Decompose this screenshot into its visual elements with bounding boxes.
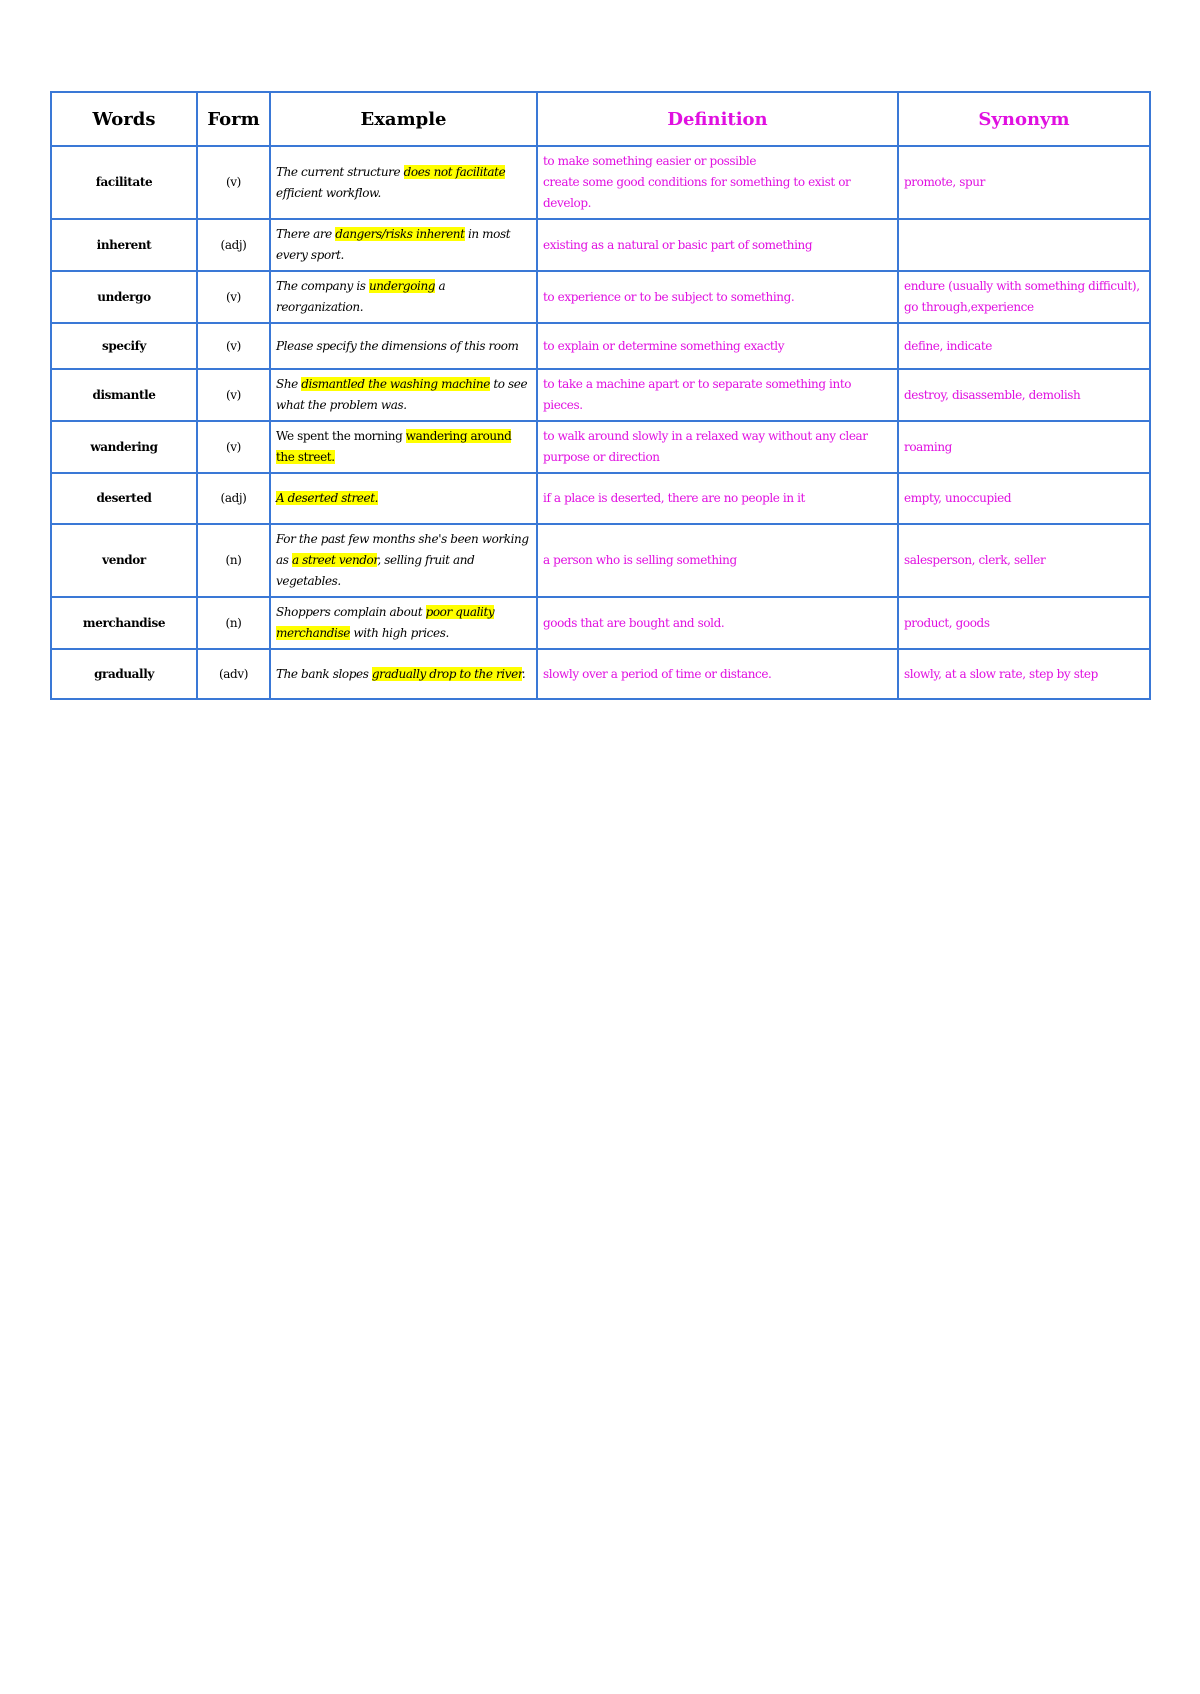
example-highlight: gradually drop to the river [371,666,522,681]
synonym-cell: roaming [898,421,1150,473]
example-cell [270,271,537,323]
table-row [51,271,1150,323]
form-cell: (adj) [197,473,270,524]
definition-line: to experience or to be subject to something. [543,289,795,304]
header-synonym: Synonym [898,92,1150,146]
header-definition: Definition [537,92,898,146]
example-text-before: We spent the morning [276,429,406,443]
table-row [51,369,1150,421]
definition-cell [537,323,898,369]
example-cell [270,369,537,421]
example-cell [270,146,537,219]
example-cell [270,473,537,524]
word-cell: inherent [51,219,197,271]
document-page [50,91,1149,700]
definition-line: create some good conditions for something to exist or develop. [543,175,851,210]
definition-cell [537,473,898,524]
header-row [51,92,1150,146]
form-cell: (n) [197,597,270,649]
example-text-before: She [276,377,302,391]
example-highlight: dangers/risks inherent [335,227,465,241]
definition-line: goods that are bought and sold. [543,615,725,630]
example-cell [270,323,537,369]
form-cell: (v) [197,323,270,369]
word-cell: gradually [51,649,197,699]
definition-line: to take a machine apart or to separate something into pieces. [543,377,852,412]
example-text-before: The current structure [276,164,404,179]
synonym-cell: define, indicate [898,323,1150,369]
definition-line: to explain or determine something exactly [543,338,785,353]
word-cell: wandering [51,421,197,473]
synonym-cell: product, goods [898,597,1150,649]
form-cell: (v) [197,146,270,219]
table-row [51,323,1150,369]
word-cell: deserted [51,473,197,524]
word-cell: specify [51,323,197,369]
example-highlight: does not facilitate [403,164,506,179]
definition-cell [537,146,898,219]
form-cell: (adj) [197,219,270,271]
header-form: Form [197,92,270,146]
synonym-cell: destroy, disassemble, demolish [898,369,1150,421]
definition-line: if a place is deserted, there are no people in it [543,491,805,505]
table-row [51,473,1150,524]
example-cell [270,597,537,649]
definition-line: slowly over a period of time or distance. [543,666,772,681]
example-text-before: For the past few months she's been working as [276,532,529,567]
word-cell: facilitate [51,146,197,219]
definition-cell [537,219,898,271]
synonym-cell: salesperson, clerk, seller [898,524,1150,597]
definition-cell [537,421,898,473]
word-cell: undergo [51,271,197,323]
example-text-after: , selling fruit and vegetables. [276,553,475,588]
synonym-cell: promote, spur [898,146,1150,219]
definition-line: a person who is selling something [543,553,737,567]
synonym-cell [898,219,1150,271]
example-highlight: poor quality merchandise [276,605,495,640]
example-text-after: with high prices. [349,626,449,640]
example-text-after: to see what the problem was. [276,377,528,412]
table-row [51,649,1150,699]
table-row [51,524,1150,597]
form-cell: (adv) [197,649,270,699]
word-cell: vendor [51,524,197,597]
word-cell: dismantle [51,369,197,421]
definition-line: to make something easier or possible [543,154,757,168]
example-cell [270,219,537,271]
example-text-before: The company is [276,279,369,293]
synonym-cell: slowly, at a slow rate, step by step [898,649,1150,699]
table-header [51,92,1150,146]
header-words: Words [51,92,197,146]
example-text-before: There are [276,227,336,241]
example-text-after: a reorganization. [276,279,446,314]
example-highlight: a street vendor [291,553,378,567]
example-text-before: Shoppers complain about [276,605,426,619]
definition-cell [537,271,898,323]
header-example: Example [270,92,537,146]
vocabulary-table [50,91,1151,700]
definition-cell [537,597,898,649]
example-text-before: Please specify the dimensions of this room [276,338,519,353]
definition-line: existing as a natural or basic part of something [543,237,813,252]
example-text-after: in most every sport. [276,227,511,262]
example-text-after: . [521,666,526,681]
example-highlight: dismantled the washing machine [301,377,490,391]
example-cell [270,524,537,597]
form-cell: (v) [197,421,270,473]
table-body [51,146,1150,699]
form-cell: (v) [197,271,270,323]
example-cell [270,421,537,473]
form-cell: (v) [197,369,270,421]
definition-cell [537,649,898,699]
table-row [51,421,1150,473]
table-row [51,219,1150,271]
definition-cell [537,369,898,421]
synonym-cell: empty, unoccupied [898,473,1150,524]
definition-line: to walk around slowly in a relaxed way without any clear purpose or direction [543,429,868,464]
example-highlight: A deserted street. [276,491,379,505]
example-highlight: wandering around the street. [276,429,512,464]
synonym-cell: endure (usually with something difficult), go through,experience [898,271,1150,323]
definition-cell [537,524,898,597]
example-text-before: The bank slopes [276,666,372,681]
example-highlight: undergoing [368,279,436,293]
example-text-after: efficient workflow. [276,185,381,200]
form-cell: (n) [197,524,270,597]
table-row [51,146,1150,219]
word-cell: merchandise [51,597,197,649]
table-row [51,597,1150,649]
example-cell [270,649,537,699]
